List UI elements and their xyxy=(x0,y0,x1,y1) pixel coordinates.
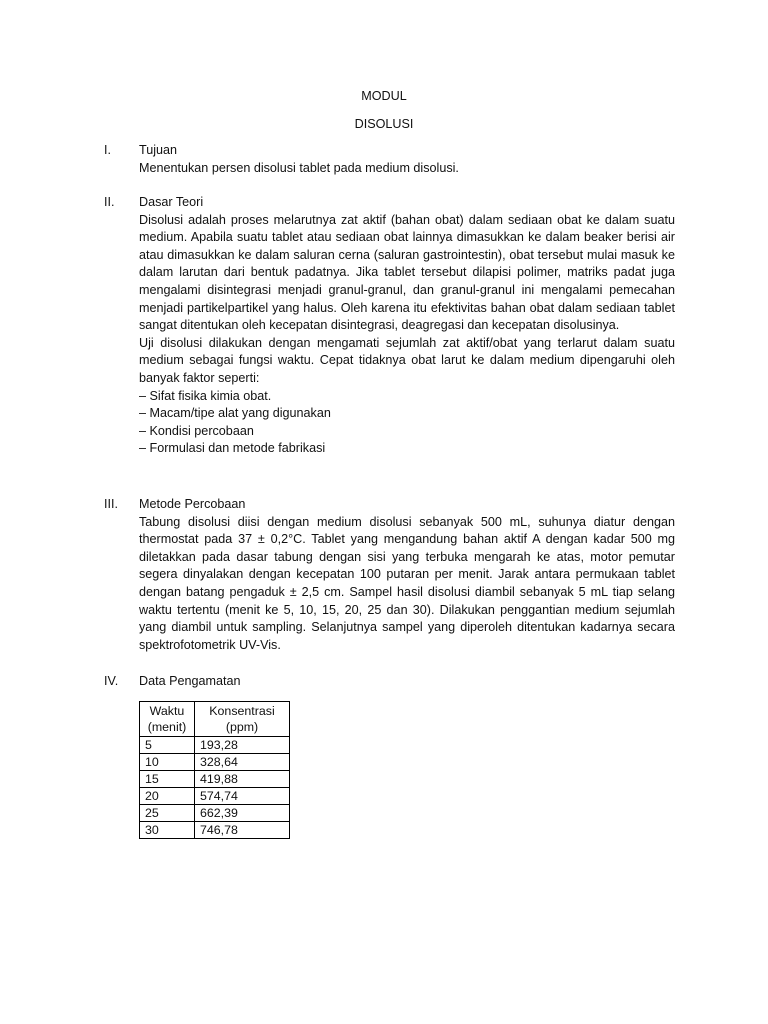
section-number: I. xyxy=(104,143,111,157)
section-body xyxy=(139,673,675,839)
table-cell: 5 xyxy=(140,736,195,753)
table-cell: 10 xyxy=(140,753,195,770)
table-cell: 662,39 xyxy=(195,804,290,821)
table-cell: 15 xyxy=(140,770,195,787)
section-paragraph: Tabung disolusi diisi dengan medium disolusi sebanyak 500 mL, suhunya diatur dengan thermostat pada 37 ± 0,2°C. Tablet yang mengandung bahan aktif A dengan kadar 500 mg diletakkan pada dasar tabung dengan sisi yang terbuka mengarah ke atas, motor pemutar segera dinyalakan dengan kecepatan 100 putaran per menit. Jarak antara permukaan tablet dengan batang pengaduk ± 2,5 cm. Sampel hasil disolusi diambil sebanyak 5 mL tiap selang waktu tertentu (menit ke 5, 10, 15, 20, 25 dan 30). Dilakukan penggantian medium sejumlah yang diambil untuk sampling. Selanjutnya sampel yang diperoleh ditentukan kadarnya secara spektrofotometrik UV-Vis. xyxy=(139,514,675,652)
table-cell: 25 xyxy=(140,804,195,821)
section-heading: Tujuan xyxy=(139,143,178,157)
table-row xyxy=(140,787,290,804)
list-item: – Sifat fisika kimia obat. xyxy=(139,388,272,403)
section-heading: Data Pengamatan xyxy=(139,674,241,688)
table-cell: 746,78 xyxy=(195,821,290,838)
column-header-konsentrasi: Konsentrasi (ppm) xyxy=(195,701,290,736)
table-cell: 30 xyxy=(140,821,195,838)
section-body xyxy=(139,142,675,177)
section-paragraph: Disolusi adalah proses melarutnya zat aktif (bahan obat) dalam sediaan obat ke dalam suatu medium. Apabila suatu tablet atau sediaan obat lainnya dimasukkan ke dalam beaker berisi air atau dimasukkan ke dalam saluran cerna (saluran gastrointestin), obat tersebut mulai masuk ke dalam larutan dari bentuk padatnya. Jika tablet tersebut dilapisi polimer, matriks padat juga mengalami disintegrasi menjadi granul-granul, dan granul-granul ini mengalami pemecahan menjadi partikelpartikel yang halus. Oleh karena itu efektivitas bahan obat dalam sediaan tablet sangat ditentukan oleh kecepatan disintegrasi, deagregasi dan kecepatan disolusinya. xyxy=(139,212,675,333)
document-title: MODUL xyxy=(361,89,407,103)
column-header-waktu: Waktu (menit) xyxy=(140,701,195,736)
section-body xyxy=(139,194,675,458)
list-item: – Macam/tipe alat yang digunakan xyxy=(139,406,331,421)
table-cell: 328,64 xyxy=(195,753,290,770)
table-row xyxy=(140,736,290,753)
table-row xyxy=(140,770,290,787)
list-item: – Kondisi percobaan xyxy=(139,423,254,438)
section-number: IV. xyxy=(104,674,119,688)
document-subtitle: DISOLUSI xyxy=(354,117,414,131)
table-cell: 20 xyxy=(140,787,195,804)
section-body xyxy=(139,496,675,654)
section-paragraph: Menentukan persen disolusi tablet pada medium disolusi. xyxy=(139,160,459,175)
table-header-row xyxy=(140,701,290,736)
section-number: II. xyxy=(104,195,115,209)
section-paragraph: Uji disolusi dilakukan dengan mengamati sejumlah zat aktif/obat yang terlarut dalam suatu medium sebagai fungsi waktu. Cepat tidaknya obat larut ke dalam medium dipengaruhi oleh banyak faktor seperti: xyxy=(139,335,675,385)
list-item: – Formulasi dan metode fabrikasi xyxy=(139,441,326,456)
table-cell: 193,28 xyxy=(195,736,290,753)
section-heading: Metode Percobaan xyxy=(139,497,246,511)
table-row xyxy=(140,804,290,821)
table-row xyxy=(140,753,290,770)
section-number: III. xyxy=(104,497,118,511)
factor-list xyxy=(139,388,675,458)
section-heading: Dasar Teori xyxy=(139,195,204,209)
data-table xyxy=(139,701,290,839)
table-cell: 419,88 xyxy=(195,770,290,787)
table-row xyxy=(140,821,290,838)
table-cell: 574,74 xyxy=(195,787,290,804)
